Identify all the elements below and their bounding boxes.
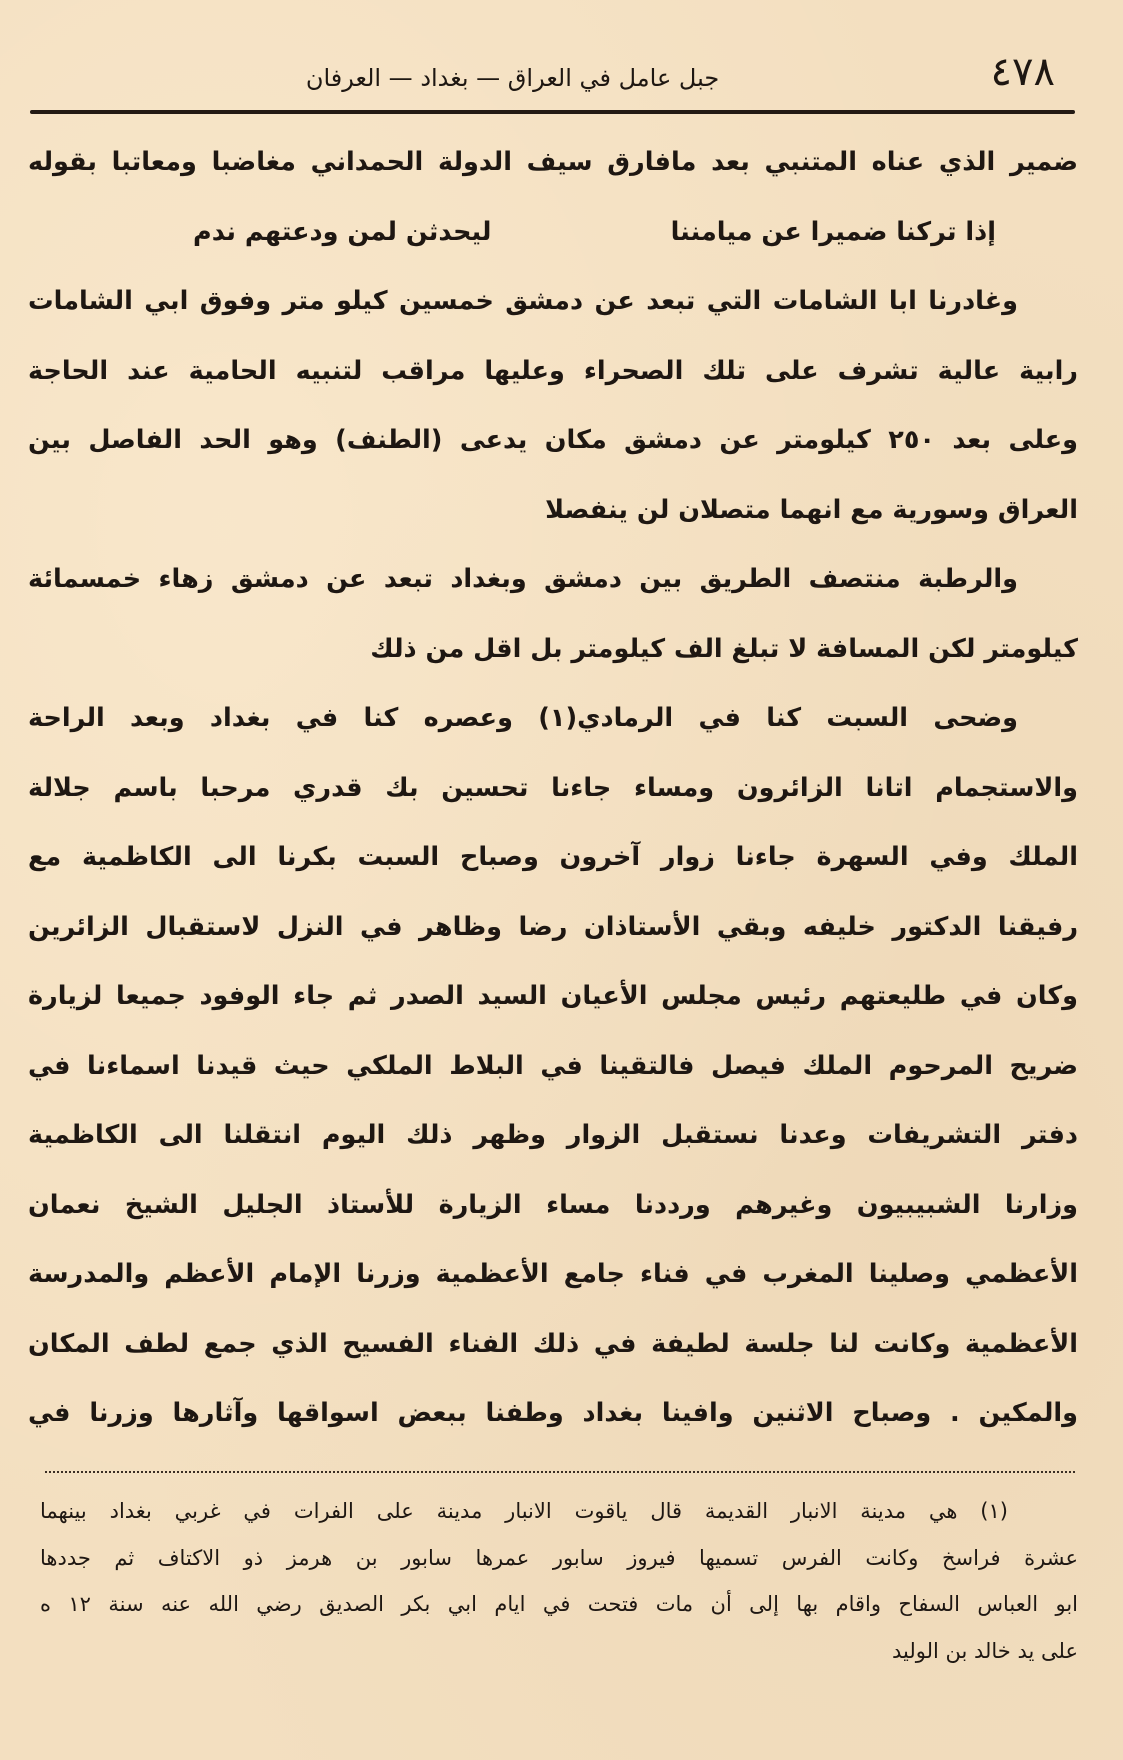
page-header bbox=[30, 48, 1075, 108]
footnote-separator bbox=[45, 1471, 1075, 1473]
text-line: والاستجمام اتانا الزائرون ومساء جاءنا تحسين بك قدري مرحبا باسم جلالة bbox=[28, 772, 1078, 803]
text-line: الملك وفي السهرة جاءنا زوار آخرون وصباح السبت بكرنا الى الكاظمية مع bbox=[28, 842, 1078, 872]
verse-first-hemistich: إذا تركنا ضميرا عن ميامننا bbox=[670, 216, 996, 247]
text-line: الأعظمية وكانت لنا جلسة لطيفة في ذلك الفناء الفسيح الذي جمع لطف المكان bbox=[28, 1328, 1078, 1359]
text-line: والمكين . وصباح الاثنين وافينا بغداد وطفنا ببعض اسواقها وآثارها وزرنا في bbox=[28, 1398, 1078, 1428]
text-line: ضمير الذي عناه المتنبي بعد مافارق سيف الدولة الحمداني مغاضبا ومعاتبا بقوله bbox=[28, 147, 1078, 177]
body-text bbox=[28, 128, 1078, 1449]
footnote-line: ابو العباس السفاح واقام بها إلى أن مات فتحت في ايام ابي بكر الصديق رضي الله عنه سنة ١٢ ه bbox=[40, 1592, 1078, 1616]
text-line: دفتر التشريفات وعدنا نستقبل الزوار وظهر ذلك اليوم انتقلنا الى الكاظمية bbox=[28, 1120, 1078, 1150]
text-line: وغادرنا ابا الشامات التي تبعد عن دمشق خمسين كيلو متر وفوق ابي الشامات bbox=[28, 286, 1018, 316]
text-line: وعلى بعد ٢٥٠ كيلومتر عن دمشق مكان يدعى (الطنف) وهو الحد الفاصل بين bbox=[28, 425, 1078, 455]
text-line: والرطبة منتصف الطريق بين دمشق وبغداد تبعد عن دمشق زهاء خمسمائة bbox=[28, 564, 1018, 594]
footnotes bbox=[40, 1488, 1078, 1674]
verse-second-hemistich: ليحدثن لمن ودعتهم ندم bbox=[193, 216, 492, 247]
text-line: رابية عالية تشرف على تلك الصحراء وعليها مراقب لتنبيه الحامية عند الحاجة bbox=[28, 355, 1078, 386]
footnote-line: عشرة فراسخ وكانت الفرس تسميها فيروز سابور عمرها سابور بن هرمز ذو الاكتاف ثم جددها bbox=[40, 1545, 1078, 1570]
text-line: الأعظمي وصلينا المغرب في فناء جامع الأعظمية وزرنا الإمام الأعظم والمدرسة bbox=[28, 1259, 1078, 1289]
page-number: ٤٧٨ bbox=[990, 49, 1055, 95]
poetry-verse bbox=[28, 198, 1078, 268]
footnote-line: (١) هي مدينة الانبار القديمة قال ياقوت الانبار مدينة على الفرات في غربي بغداد بينهما bbox=[40, 1499, 1008, 1523]
text-line: وكان في طليعتهم رئيس مجلس الأعيان السيد الصدر ثم جاء الوفود جميعا لزيارة bbox=[28, 981, 1078, 1011]
text-line: وضحى السبت كنا في الرمادي(١) وعصره كنا في بغداد وبعد الراحة bbox=[28, 703, 1018, 733]
header-rule bbox=[30, 110, 1075, 114]
text-line: العراق وسورية مع انهما متصلان لن ينفصلا bbox=[545, 494, 1078, 525]
text-line: وزارنا الشبيبيون وغيرهم ورددنا مساء الزيارة للأستاذ الجليل الشيخ نعمان bbox=[28, 1189, 1078, 1220]
running-title: جبل عامل في العراق — بغداد — العرفان bbox=[305, 64, 720, 92]
text-line: كيلومتر لكن المسافة لا تبلغ الف كيلومتر بل اقل من ذلك bbox=[370, 633, 1078, 664]
text-line: رفيقنا الدكتور خليفه وبقي الأستاذان رضا وظاهر في النزل لاستقبال الزائرين bbox=[28, 911, 1078, 942]
footnote-line: على يد خالد بن الوليد bbox=[891, 1638, 1078, 1663]
text-line: ضريح المرحوم الملك فيصل فالتقينا في البلاط الملكي حيث قيدنا اسماءنا في bbox=[28, 1050, 1078, 1081]
